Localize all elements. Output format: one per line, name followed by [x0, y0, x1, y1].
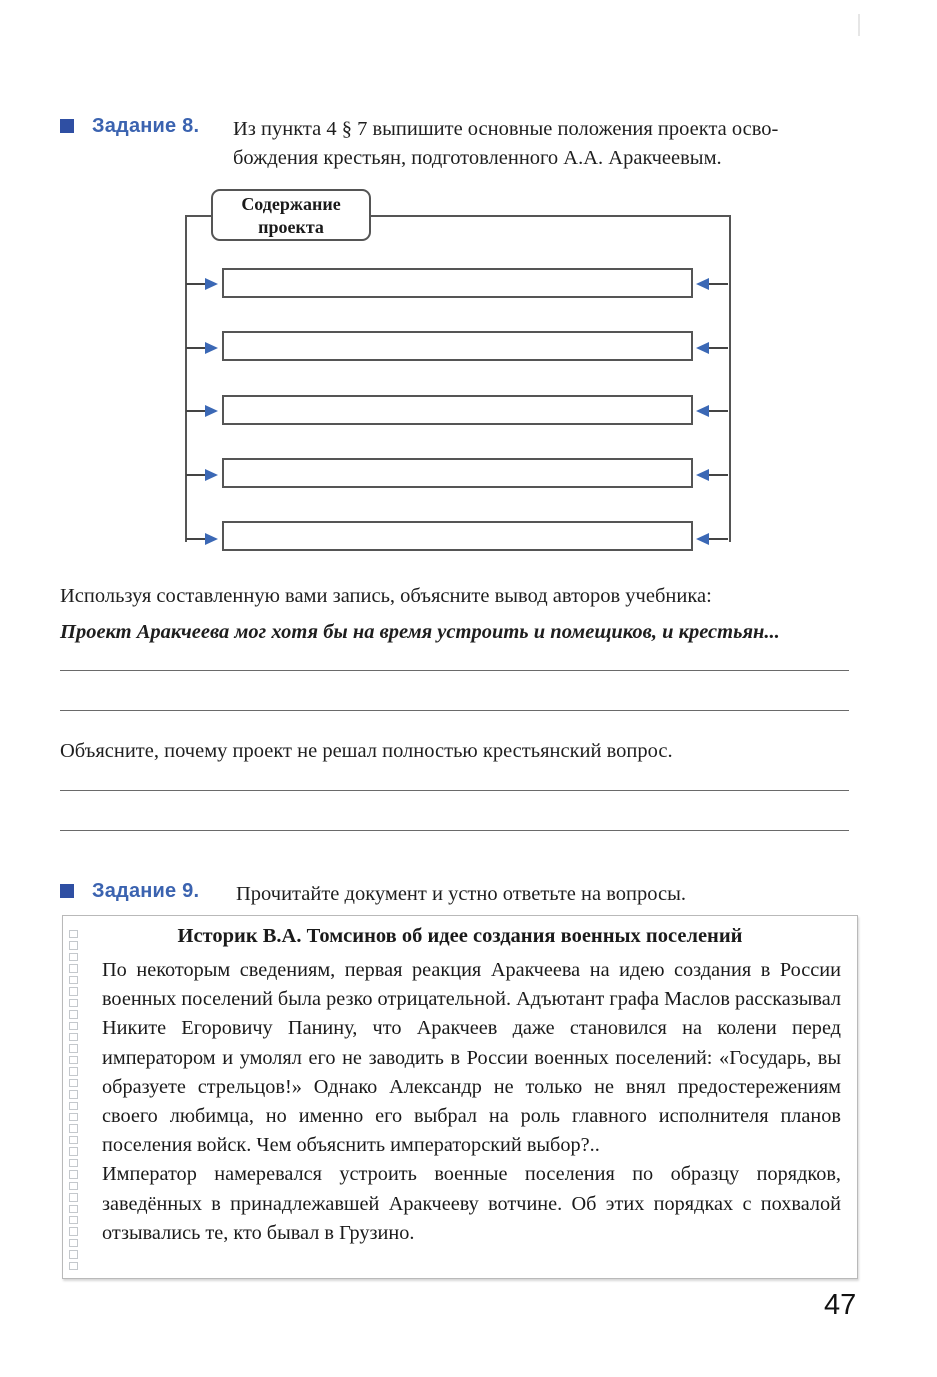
- answer-line-4[interactable]: [60, 830, 849, 831]
- task-8-instruction-line1: Из пункта 4 § 7 выпишите основные положения проекта осво-: [233, 118, 779, 140]
- answer-input-4[interactable]: [60, 801, 853, 829]
- answer-line-3[interactable]: [60, 790, 849, 791]
- prompt-explain-conclusion: Используя составленную вами запись, объясните вывод авторов учебника:: [60, 585, 712, 607]
- diagram-frame: [185, 215, 731, 542]
- project-point-input-1[interactable]: [224, 270, 691, 296]
- project-point-field-5[interactable]: [222, 521, 693, 551]
- arrow-left-icon: [696, 342, 709, 354]
- project-point-input-5[interactable]: [224, 523, 691, 549]
- arrow-right-icon: [205, 405, 218, 417]
- diagram-header-line1: Содержание: [241, 194, 341, 214]
- document-paragraph-2: Император намеревался устроить военные поселения по образцу порядков, заведённых в принадлежавшей Аракчееву вотчине. Об этих порядках с похвалой отзывались те, кто бывал в Грузино.: [102, 1163, 841, 1244]
- answer-line-1[interactable]: [60, 670, 849, 671]
- page-number: 47: [824, 1289, 857, 1321]
- connector-right: [708, 410, 728, 412]
- prompt-explain-why: Объясните, почему проект не решал полностью крестьянский вопрос.: [60, 740, 673, 762]
- project-point-input-2[interactable]: [224, 333, 691, 359]
- arrow-right-icon: [205, 533, 218, 545]
- project-point-input-3[interactable]: [224, 397, 691, 423]
- answer-line-2[interactable]: [60, 710, 849, 711]
- connector-right: [708, 347, 728, 349]
- arrow-left-icon: [696, 533, 709, 545]
- connector-right: [708, 283, 728, 285]
- project-point-input-4[interactable]: [224, 460, 691, 486]
- answer-input-2[interactable]: [60, 681, 853, 709]
- task-8-label: Задание 8.: [92, 115, 200, 137]
- answer-input-3[interactable]: [60, 761, 853, 789]
- arrow-left-icon: [696, 405, 709, 417]
- task-bullet-icon: [60, 884, 74, 898]
- arrow-right-icon: [205, 278, 218, 290]
- document-paragraph-1: По некоторым сведениям, первая реакция Аракчеева на идею создания в России военных поселений была резко отрицательной. Адъютант графа Маслов рассказывал Никите Егоровичу Панину, что Аракчеев даже становился на колени перед императором и умолял его не заводить в России военных поселений: «Государь, вы образуете стрельцов!» Однако Александр не только не внял предостережениям своего любимца, но именно его выбрал на роль главного исполнителя планов поселения войск. Чем объяснить императорский выбор?..: [102, 959, 841, 1157]
- document-title: Историк В.А. Томсинов об идее создания военных поселений: [177, 925, 743, 947]
- historical-document: [62, 915, 858, 1279]
- connector-right: [708, 474, 728, 476]
- arrow-right-icon: [205, 342, 218, 354]
- diagram-header: [211, 189, 371, 241]
- project-point-field-2[interactable]: [222, 331, 693, 361]
- task-9-header: [60, 880, 199, 903]
- arrow-right-icon: [205, 469, 218, 481]
- arrow-left-icon: [696, 469, 709, 481]
- document-margin-decoration: [69, 930, 78, 1270]
- task-bullet-icon: [60, 119, 74, 133]
- document-body: [102, 956, 841, 1248]
- answer-input-1[interactable]: [60, 641, 853, 669]
- task-8-header: [60, 115, 199, 138]
- scan-mark: [858, 14, 860, 36]
- task-8-instruction: [233, 115, 858, 173]
- connector-right: [708, 538, 728, 540]
- project-point-field-4[interactable]: [222, 458, 693, 488]
- diagram-header-line2: проекта: [258, 217, 324, 237]
- project-point-field-1[interactable]: [222, 268, 693, 298]
- arrow-left-icon: [696, 278, 709, 290]
- task-8-instruction-line2: бождения крестьян, подготовленного А.А. Аракчеевым.: [233, 147, 722, 169]
- task-9-label: Задание 9.: [92, 880, 200, 902]
- task-9-instruction: Прочитайте документ и устно ответьте на вопросы.: [236, 883, 686, 905]
- textbook-quote: Проект Аракчеева мог хотя бы на время устроить и помещиков, и крестьян...: [60, 621, 780, 643]
- project-point-field-3[interactable]: [222, 395, 693, 425]
